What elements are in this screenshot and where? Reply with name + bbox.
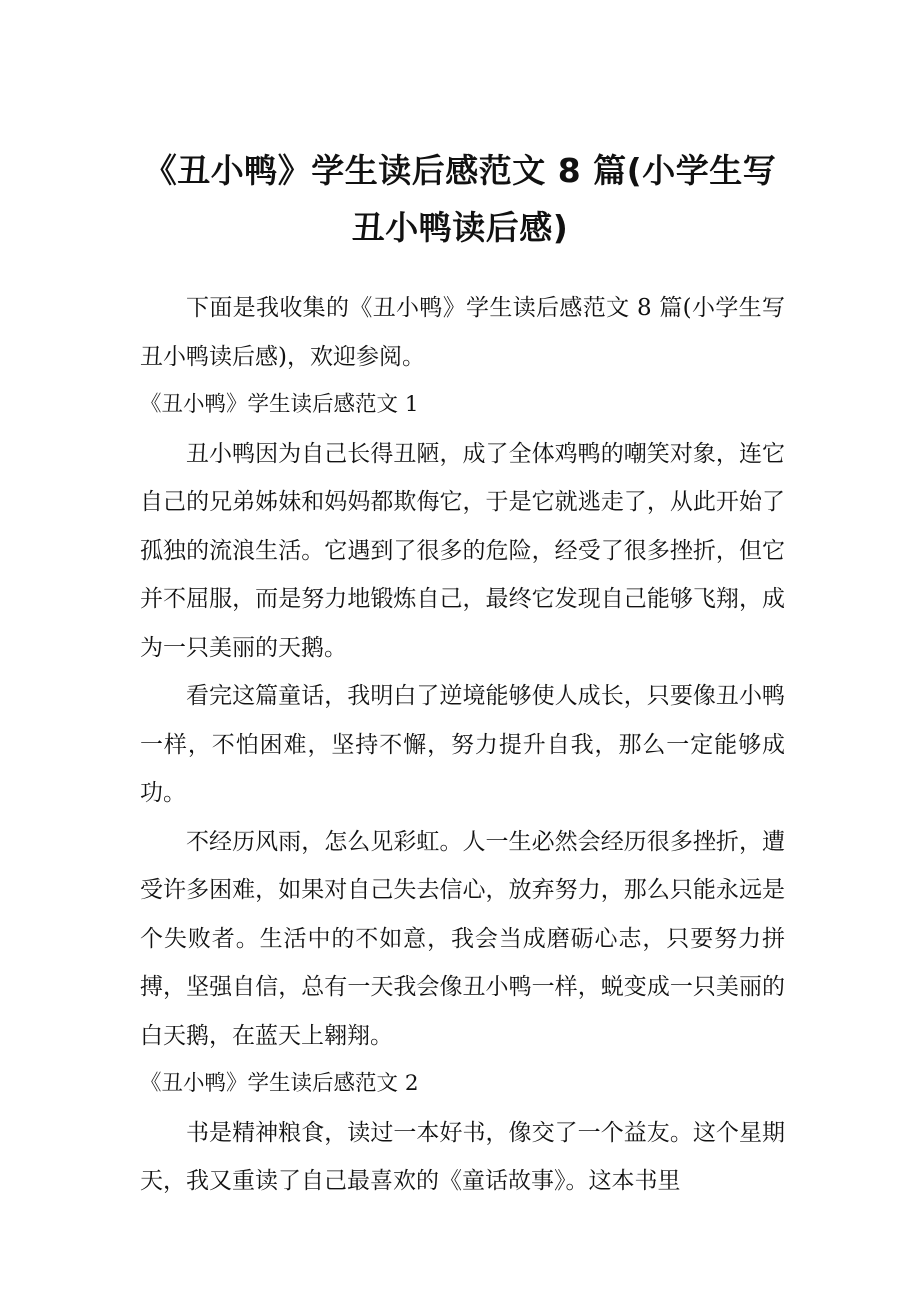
intro-paragraph: 下面是我收集的《丑小鸭》学生读后感范文 8 篇(小学生写丑小鸭读后感)，欢迎参阅。	[140, 295, 785, 370]
section-1-paragraph-1: 丑小鸭因为自己长得丑陋，成了全体鸡鸭的嘲笑对象，连它自己的兄弟姊妹和妈妈都欺侮它，于是它就逃走了，从此开始了孤独的流浪生活。它遇到了很多的危险，经受了很多挫折，但它并不屈服，而是努力地锻炼自己，最终它发现自己能够飞翔，成为一只美丽的天鹅。	[140, 440, 785, 661]
section-1-paragraph-3: 不经历风雨，怎么见彩虹。人一生必然会经历很多挫折，遭受许多困难，如果对自己失去信心，放弃努力，那么只能永远是个失败者。生活中的不如意，我会当成磨砺心志，只要努力拼搏，坚强自信，总有一天我会像丑小鸭一样，蜕变成一只美丽的白天鹅，在蓝天上翱翔。	[140, 828, 785, 1049]
title-line-2: 丑小鸭读后感)	[351, 208, 569, 247]
section-1-paragraph-2: 看完这篇童话，我明白了逆境能够使人成长，只要像丑小鸭一样，不怕困难，坚持不懈，努力提升自我，那么一定能够成功。	[140, 683, 785, 806]
section-2-paragraph-1: 书是精神粮食，读过一本好书，像交了一个益友。这个星期天，我又重读了自己最喜欢的《童话故事》。这本书里	[140, 1119, 785, 1194]
title-line-1: 《丑小鸭》学生读后感范文 8 篇(小学生写	[143, 151, 777, 190]
document-body	[140, 284, 785, 1206]
section-1-heading: 《丑小鸭》学生读后感范文 1	[140, 392, 419, 417]
section-2-heading: 《丑小鸭》学生读后感范文 2	[140, 1071, 419, 1096]
document-title	[110, 142, 810, 256]
